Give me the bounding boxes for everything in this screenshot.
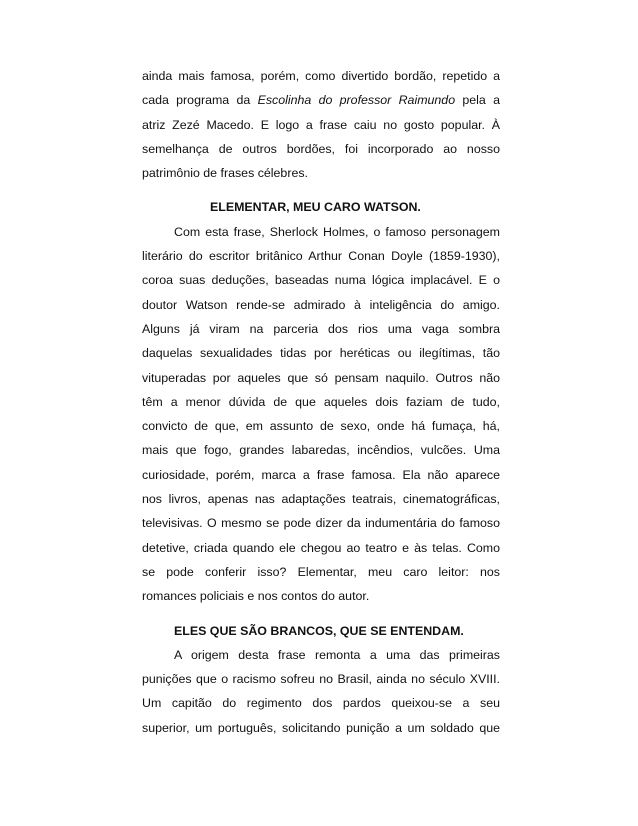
text-line: patrimônio de frases célebres. <box>142 166 308 181</box>
text-line: Um capitão do regimento dos pardos queixou-se a seu <box>142 696 500 711</box>
text-line: superior, um português, solicitando punição a um soldado que <box>142 720 500 735</box>
text-line: mais que fogo, grandes labaredas, incêndios, vulcões. Uma <box>142 443 500 458</box>
text-line: convicto de que, em assunto de sexo, onde há fumaça, há, <box>142 419 500 434</box>
text-line: literário do escritor britânico Arthur Conan Doyle (1859-1930), <box>142 249 500 264</box>
text-line: Com esta frase, Sherlock Holmes, o famoso personagem <box>174 224 500 239</box>
text-line: semelhança de outros bordões, foi incorporado ao nosso <box>142 141 500 156</box>
text-line: televisivas. O mesmo se pode dizer da indumentária do famoso <box>142 516 500 531</box>
text-line: daquelas sexualidades tidas por heréticas ou ilegítimas, tão <box>142 346 500 361</box>
program-title: Escolinha do professor Raimundo <box>257 93 456 108</box>
text-line: romances policiais e nos contos do autor. <box>142 589 370 604</box>
document-page <box>142 64 500 740</box>
text-line: doutor Watson rende-se admirado à inteligência do amigo. <box>142 297 500 312</box>
section-heading: ELEMENTAR, MEU CARO WATSON. <box>210 200 421 215</box>
text-line: curiosidade, porém, marca a frase famosa. Ela não aparece <box>142 467 500 482</box>
text-line: A origem desta frase remonta a uma das primeiras <box>174 647 500 662</box>
text-line: se pode conferir isso? Elementar, meu caro leitor: nos <box>142 564 500 579</box>
paragraph-intro <box>142 64 500 185</box>
text-line: têm a menor dúvida de que aqueles dois faziam de tudo, <box>142 394 500 409</box>
text-line: Alguns já viram na parceria dos rios uma vaga sombra <box>142 321 500 336</box>
text-line-with-title <box>142 88 500 112</box>
text-line: atriz Zezé Macedo. E logo a frase caiu no gosto popular. À <box>142 117 500 132</box>
text-line: nos livros, apenas nas adaptações teatrais, cinematográficas, <box>142 492 500 507</box>
paragraph-gap <box>142 609 500 619</box>
text-line: detetive, criada quando ele chegou ao teatro e às telas. Como <box>142 540 500 555</box>
section-brancos <box>142 619 500 740</box>
text-line: coroa suas deduções, baseadas numa lógica implacável. E o <box>142 273 500 288</box>
text-fragment: cada programa da <box>142 93 258 108</box>
section-elementar <box>142 195 500 608</box>
text-line: punições que o racismo sofreu no Brasil, ainda no século XVIII. <box>142 672 500 687</box>
text-fragment: pela a <box>455 93 500 108</box>
text-line: ainda mais famosa, porém, como divertido bordão, repetido a <box>142 69 500 83</box>
section-heading: ELES QUE SÃO BRANCOS, QUE SE ENTENDAM. <box>174 623 464 638</box>
paragraph-gap <box>142 185 500 195</box>
text-line: vituperadas por aqueles que só pensam naquilo. Outros não <box>142 370 500 385</box>
